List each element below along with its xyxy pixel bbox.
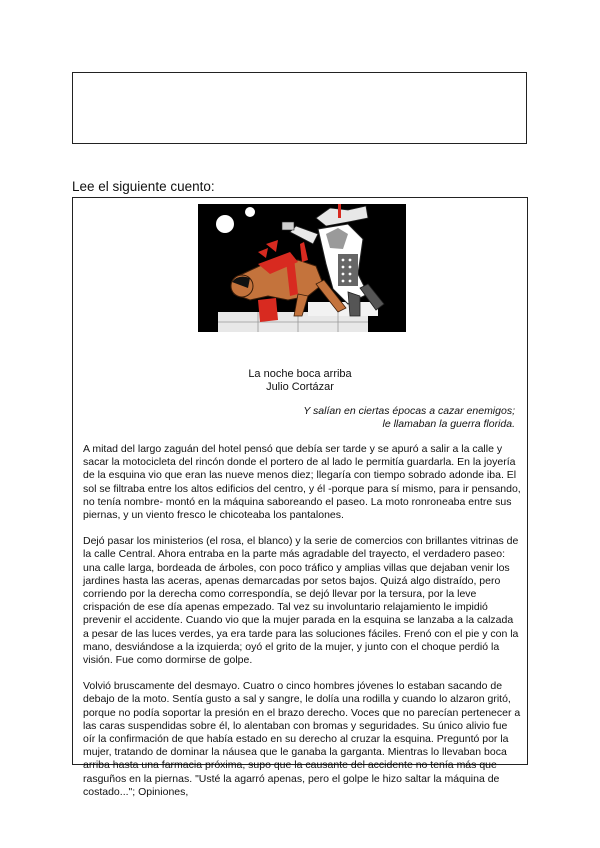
epigraph-line-2: le llamaban la guerra florida. — [382, 418, 515, 430]
empty-answer-box[interactable] — [72, 72, 527, 144]
story-paragraph-1: A mitad del largo zaguán del hotel pensó que debía ser tarde y se apuró a salir a la calle y sacar la motocicleta del rincón donde el portero de al lado le permitía guardarla. En la joyería de la esquina vio que eran las nueve menos diez; llegaría con tiempo sobrado adonde iba. El sol se filtraba entre los altos edificios del centro, y él -porque para sí mismo, para ir pensando, no tenía nombre- montó en la máquina saboreando el paseo. La moto ronroneaba entre sus piernas, y un viento fresco le chicoteaba los pantalones. — [83, 443, 521, 522]
story-epigraph — [303, 405, 515, 431]
story-paragraph-2: Dejó pasar los ministerios (el rosa, el blanco) y la serie de comercios con brillantes vitrinas de la calle Central. Ahora entraba en la parte más agradable del trayecto, el verdadero paseo: una calle larga, bordeada de árboles, con poco tráfico y amplias villas que dejaban venir los jardines hasta las aceras, apenas demarcadas por setos bajos. Quizá algo distraído, pero corriendo por la derecha como correspondía, se dejó llevar por la tersura, por la leve crispación de ese día apenas empezado. Tal vez su involuntario relajamiento le impidió prevenir el accidente. Cuando vio que la mujer parada en la esquina se lanzaba a la calzada a pesar de las luces verdes, ya era tarde para las soluciones fáciles. Frenó con el pie y con la mano, desviándose a la izquierda; oyó el grito de la mujer, y junto con el choque perdió la visión. Fue como dormirse de golpe. — [83, 535, 519, 667]
story-body — [83, 443, 521, 812]
story-title: La noche boca arriba — [248, 368, 352, 380]
story-title-block — [73, 368, 527, 394]
story-author: Julio Cortázar — [266, 381, 334, 393]
story-paragraph-3: Volvió bruscamente del desmayo. Cuatro o cinco hombres jóvenes lo estaban sacando de debajo de la moto. Sentía gusto a sal y sangre, le dolía una rodilla y cuando lo alzaron gritó, porque no podía soportar la presión en el brazo derecho. Voces que no parecían pertenecer a las caras suspendidas sobre él, lo alentaban con bromas y seguridades. Su único alivio fue oír la confirmación de que había estado en su derecho al cruzar la esquina. Preguntó por la mujer, tratando de dominar la náusea que le ganaba la garganta. Mientras lo llevaban boca arriba hasta una farmacia próxima, supo que la causante del accidente no tenía más que rasguños en la piernas. "Usté la agarró apenas, pero el golpe le hizo saltar la máquina de costado..."; Opiniones, — [83, 680, 521, 798]
aztec-sacrifice-illustration-icon — [198, 204, 406, 332]
story-box — [72, 197, 528, 798]
instruction-heading: Lee el siguiente cuento: — [72, 179, 215, 194]
epigraph-line-1: Y salían en ciertas épocas a cazar enemigos; — [303, 405, 515, 417]
